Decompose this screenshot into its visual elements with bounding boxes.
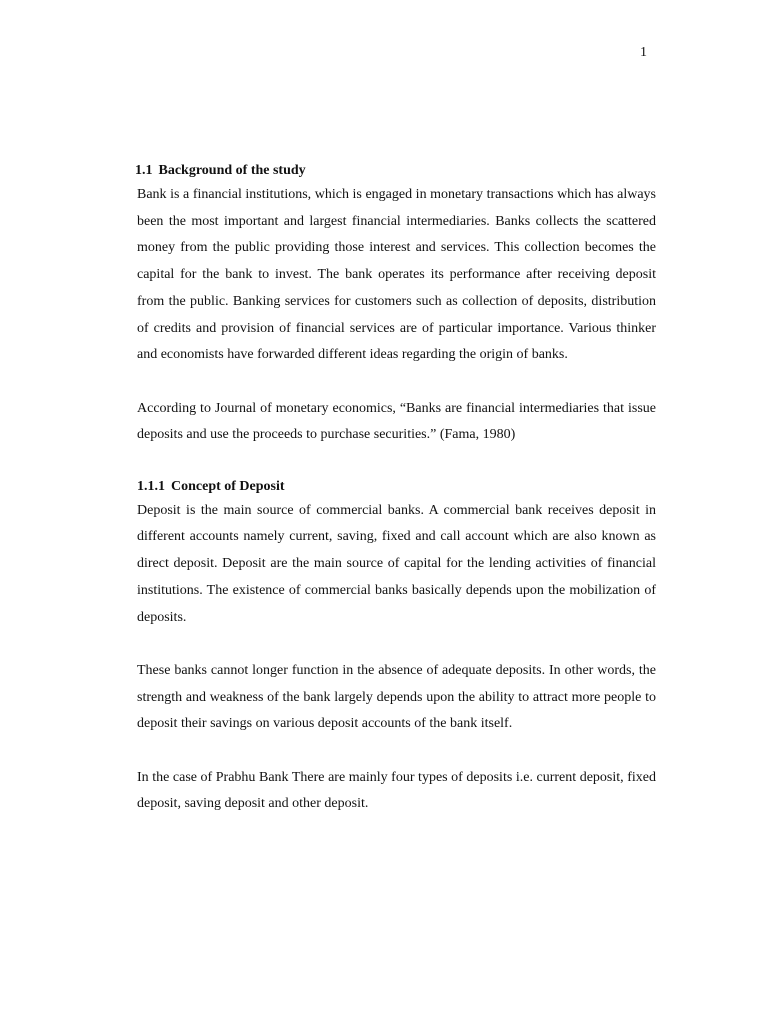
paragraph-deposit-concept: Deposit is the main source of commercial banks. A commercial bank receives deposit in different accounts namely current, saving, fixed and call account which are also known as direct deposit. Deposit are the main source of capital for the lending activities of financial institutions. The existence of commercial banks basically depends upon the mobilization of deposits.	[137, 502, 656, 625]
page-number: 1	[640, 45, 647, 60]
section-number: 1.1	[135, 163, 153, 178]
paragraph-spacer	[137, 631, 656, 658]
paragraph-background: Bank is a financial institutions, which is engaged in monetary transactions which has always been the most important and largest financial intermediaries. Banks collects the scattered money from the public providing those interest and services. This collection becomes the capital for the bank to invest. The bank operates its performance after receiving deposit from the public. Banking services for customers such as collection of deposits, distribution of credits and provision of financial services are of particular importance. Various thinker and economists have forwarded different ideas regarding the origin of banks.	[137, 187, 656, 363]
subsection-title: Concept of Deposit	[171, 478, 285, 494]
subsection-heading	[137, 476, 656, 498]
paragraph-spacer	[137, 738, 656, 765]
section-title: Background of the study	[158, 163, 306, 178]
subsection-number: 1.1.1	[137, 478, 165, 494]
paragraph-spacer	[137, 449, 656, 476]
page-content	[137, 160, 656, 818]
paragraph-adequate-deposits: These banks cannot longer function in the absence of adequate deposits. In other words, the strength and weakness of the bank largely depends upon the ability to attract more people to deposit their savings on various deposit accounts of the bank itself.	[137, 662, 656, 732]
paragraph-definition-quote: According to Journal of monetary economics, “Banks are financial intermediaries that issue deposits and use the proceeds to purchase securities.” (Fama, 1980)	[137, 400, 656, 443]
paragraph-prabhu-bank: In the case of Prabhu Bank There are mainly four types of deposits i.e. current deposit, fixed deposit, saving deposit and other deposit.	[137, 769, 656, 812]
section-heading	[135, 160, 656, 182]
paragraph-spacer	[137, 369, 656, 396]
